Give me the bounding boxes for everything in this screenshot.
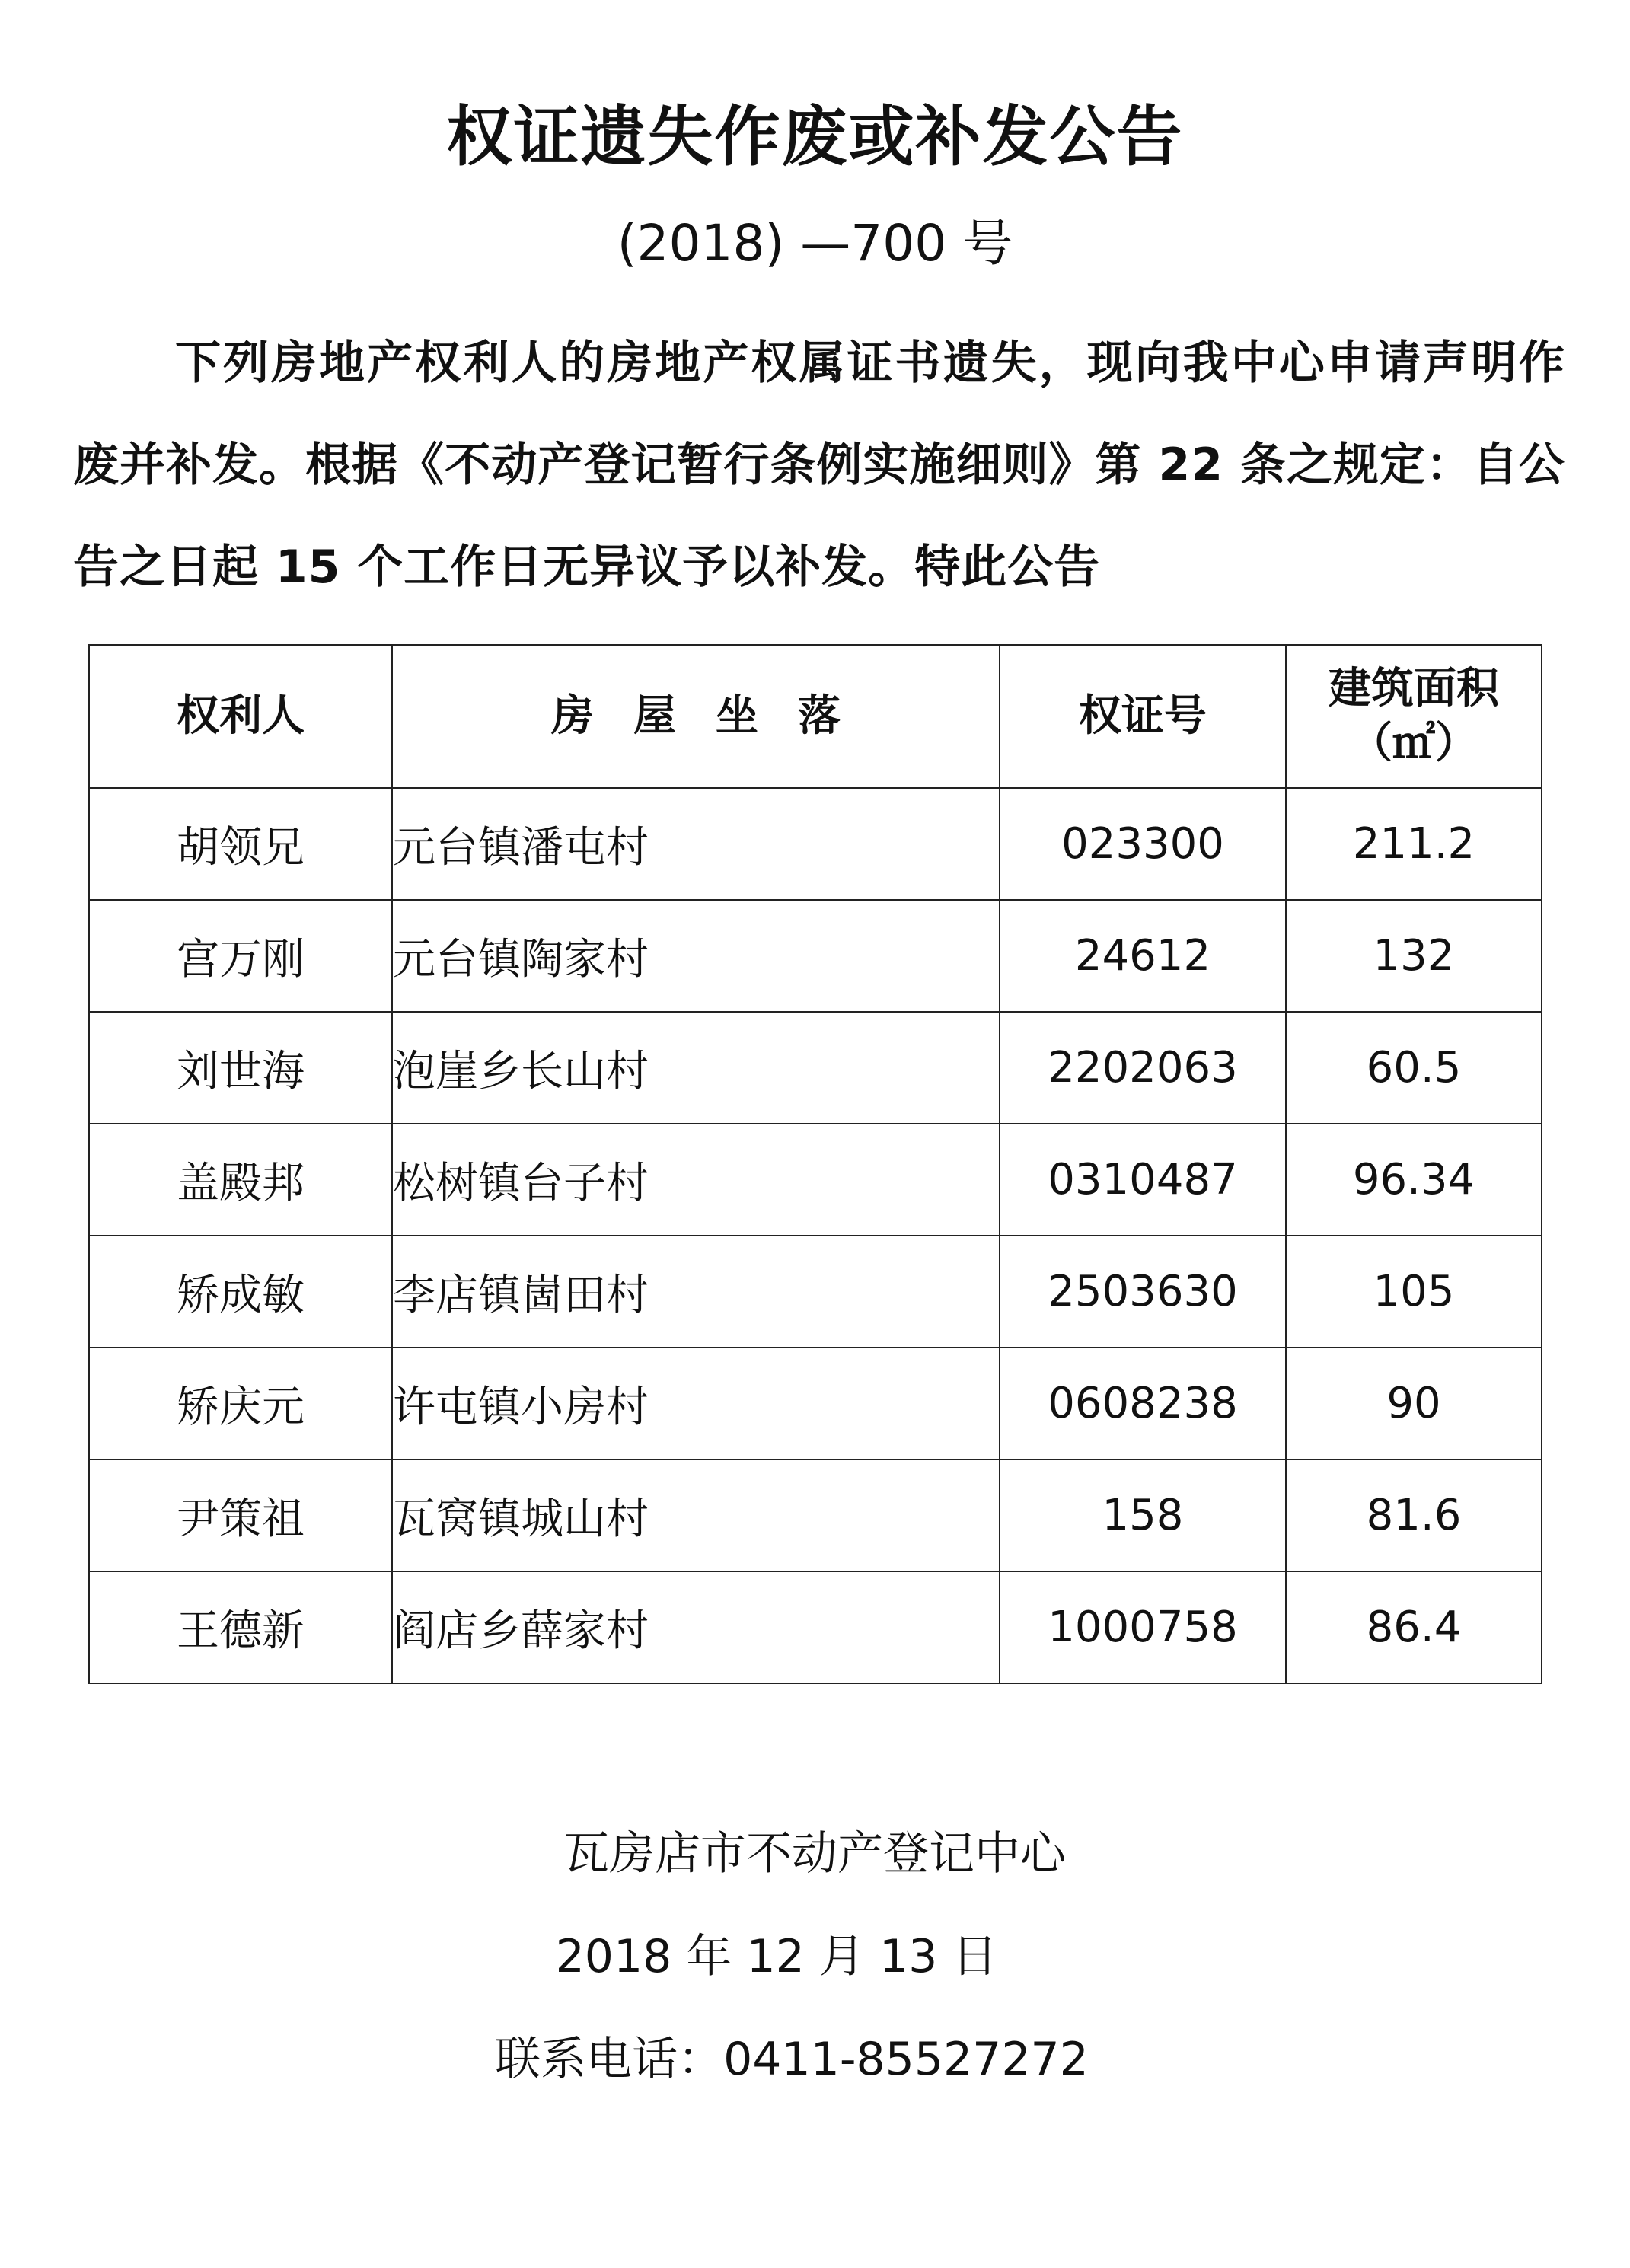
header-area-unit: （㎡） [1350,719,1478,768]
area-cell: 211.2 [1286,788,1542,900]
cert-cell: 24612 [1000,900,1286,1012]
address-cell: 阎店乡薛家村 [392,1571,1000,1683]
table-row [89,1348,1542,1459]
address-cell: 元台镇陶家村 [392,900,1000,1012]
area-cell: 96.34 [1286,1124,1542,1236]
owner-cell: 矫成敏 [89,1236,392,1348]
records-table [88,644,1542,1684]
notice-body: 下列房地产权利人的房地产权属证书遗失，现向我中心申请声明作废并补发。根据《不动产登记暂行条例实施细则》第 22 条之规定：自公告之日起 15 个工作日无异议予以补发。特此公告 [73,337,1565,594]
address-cell: 瓦窝镇城山村 [392,1459,1000,1571]
table-row [89,900,1542,1012]
issuer-name: 瓦房店市不动产登记中心 [563,1827,1066,1880]
header-cert [1000,645,1286,788]
address-cell: 许屯镇小房村 [392,1348,1000,1459]
table-row [89,1571,1542,1683]
address-cell: 元台镇潘屯村 [392,788,1000,900]
header-address [392,645,1000,788]
contact-phone: 联系电话：0411-85527272 [495,2033,1089,2086]
cert-cell: 0608238 [1000,1348,1286,1459]
header-area [1286,645,1542,788]
page-title: 权证遗失作废或补发公告 [446,99,1184,175]
area-cell: 60.5 [1286,1012,1542,1124]
address-cell: 松树镇台子村 [392,1124,1000,1236]
cert-cell: 2202063 [1000,1012,1286,1124]
owner-cell: 王德新 [89,1571,392,1683]
cert-cell: 023300 [1000,788,1286,900]
address-cell: 泡崖乡长山村 [392,1012,1000,1124]
area-cell: 90 [1286,1348,1542,1459]
header-owner [89,645,392,788]
header-address-label: 房屋坐落 [551,691,880,741]
header-area-label: 建筑面积 [1329,664,1499,713]
owner-cell: 刘世海 [89,1012,392,1124]
owner-cell: 盖殿邦 [89,1124,392,1236]
area-cell: 132 [1286,900,1542,1012]
notice-number: (2018) —700 号 [617,214,1013,273]
table-row [89,1236,1542,1348]
table-row [89,788,1542,900]
area-cell: 81.6 [1286,1459,1542,1571]
owner-cell: 矫庆元 [89,1348,392,1459]
header-owner-label: 权利人 [177,691,305,741]
area-cell: 105 [1286,1236,1542,1348]
cert-cell: 1000758 [1000,1571,1286,1683]
cert-cell: 2503630 [1000,1236,1286,1348]
area-cell: 86.4 [1286,1571,1542,1683]
address-cell: 李店镇崮田村 [392,1236,1000,1348]
owner-cell: 尹策祖 [89,1459,392,1571]
cert-cell: 158 [1000,1459,1286,1571]
table-row [89,1124,1542,1236]
header-cert-label: 权证号 [1079,691,1207,741]
table-header-row [89,645,1542,788]
cert-cell: 0310487 [1000,1124,1286,1236]
issue-date: 2018 年 12 月 13 日 [555,1930,998,1983]
owner-cell: 胡领兄 [89,788,392,900]
table-row [89,1459,1542,1571]
table-row [89,1012,1542,1124]
owner-cell: 宫万刚 [89,900,392,1012]
